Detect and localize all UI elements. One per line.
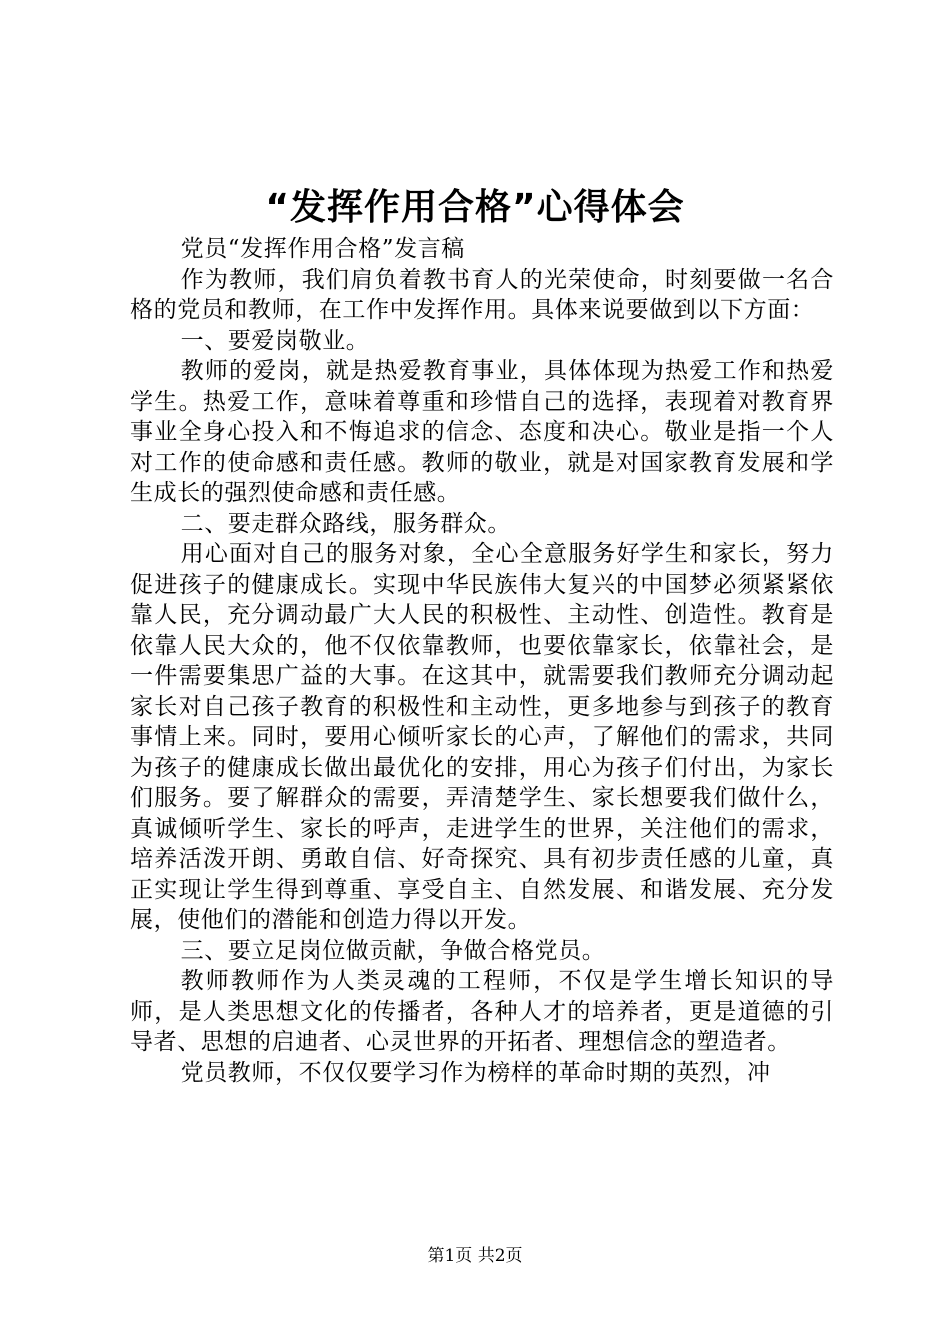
paragraph-section-3: 教师教师作为人类灵魂的工程师，不仅是学生增长知识的导师，是人类思想文化的传播者，各种人才的培养者，更是道德的引导者、思想的启迪者、心灵世界的开拓者、理想信念的塑造者。: [130, 968, 834, 1055]
section-heading-3: 三、要立足岗位做贡献，争做合格党员。: [180, 937, 606, 964]
paragraph-subtitle: 党员“发挥作用合格”发言稿: [180, 236, 465, 262]
document-body: [130, 234, 834, 1088]
section-heading-2: 二、要走群众路线，服务群众。: [180, 510, 511, 537]
section-heading-1: 一、要爱岗敬业。: [180, 327, 370, 354]
paragraph-continued: 党员教师，不仅仅要学习作为榜样的革命时期的英烈，冲: [180, 1059, 771, 1086]
paragraph-section-2: 用心面对自己的服务对象，全心全意服务好学生和家长，努力促进孩子的健康成长。实现中华民族伟大复兴的中国梦必须紧紧依靠人民，充分调动最广大人民的积极性、主动性、创造性。教育是依靠人民大众的，他不仅依靠教师，也要依靠家长，依靠社会，是一件需要集思广益的大事。在这其中，就需要我们教师充分调动起家长对自己孩子教育的积极性和主动性，更多地参与到孩子的教育事情上来。同时，要用心倾听家长的心声，了解他们的需求，共同为孩子的健康成长做出最优化的安排，用心为孩子们付出，为家长们服务。要了解群众的需要，弄清楚学生、家长想要我们做什么，真诚倾听学生、家长的呼声，走进学生的世界，关注他们的需求，培养活泼开朗、勇敢自信、好奇探究、具有初步责任感的儿童，真正实现让学生得到尊重、享受自主、自然发展、和谐发展、充分发展，使他们的潜能和创造力得以开发。: [130, 541, 834, 933]
document-title: “发挥作用合格”心得体会: [265, 187, 685, 228]
paragraph-section-1: 教师的爱岗，就是热爱教育事业，具体体现为热爱工作和热爱学生。热爱工作，意味着尊重和珍惜自己的选择，表现着对教育界事业全身心投入和不悔追求的信念、态度和决心。敬业是指一个人对工作的使命感和责任感。教师的敬业，就是对国家教育发展和学生成长的强烈使命感和责任感。: [130, 358, 834, 506]
page-footer: 第1页 共2页: [427, 1246, 523, 1266]
paragraph-intro: 作为教师，我们肩负着教书育人的光荣使命，时刻要做一名合格的党员和教师，在工作中发挥作用。具体来说要做到以下方面：: [130, 266, 834, 323]
